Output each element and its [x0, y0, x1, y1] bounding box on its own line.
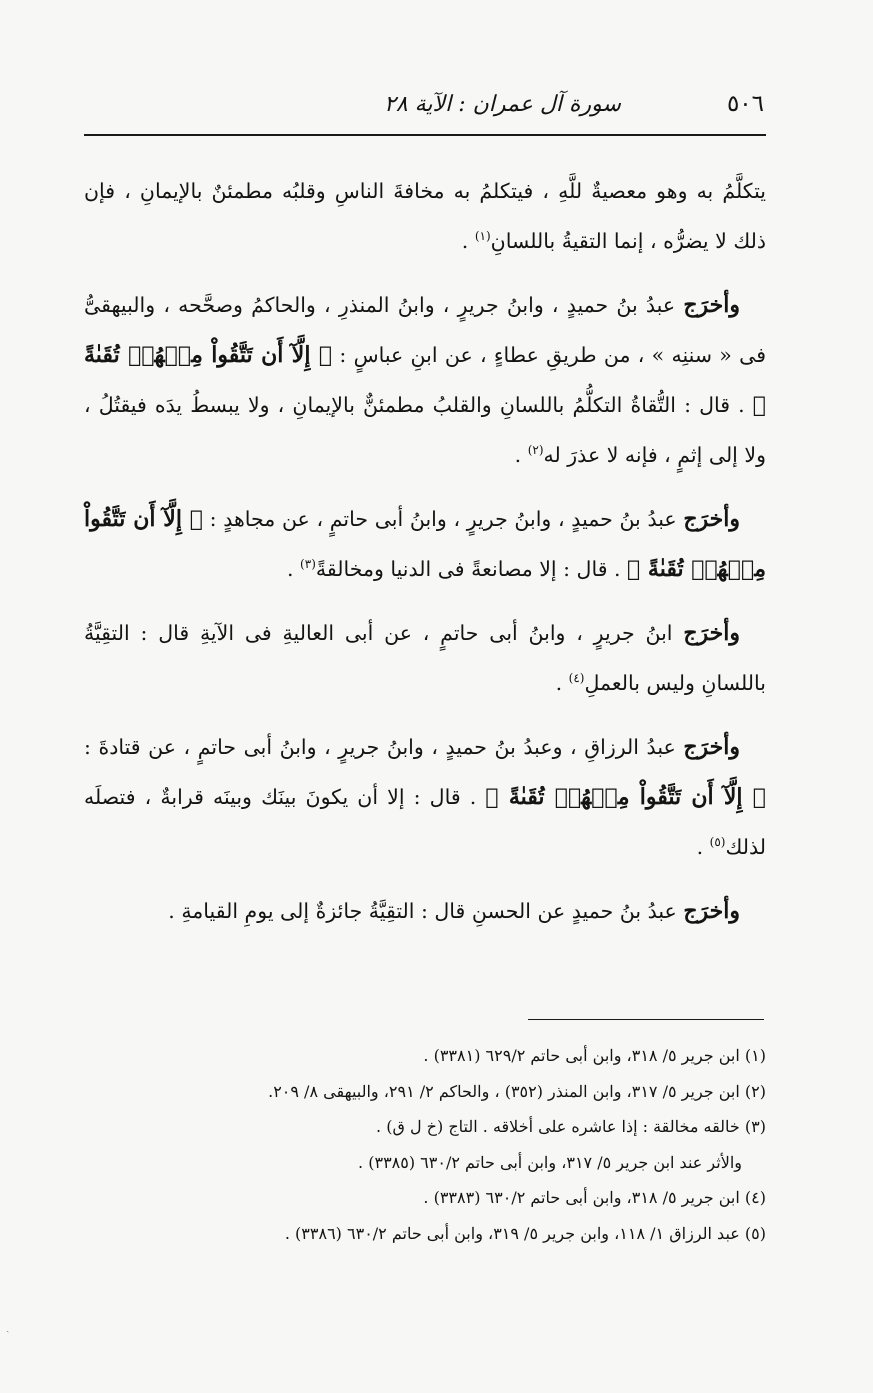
footnote: (٢) ابن جرير ٥/ ٣١٧، وابن المنذر (٣٥٢) ، والحاكم ٢/ ٢٩١، والبيهقى ٨/ ٢٠٩.: [268, 1081, 766, 1101]
header-rule: [84, 134, 766, 136]
paragraph-text: .: [555, 671, 569, 695]
page-number: ٥٠٦: [726, 91, 764, 117]
quran-quote: ﴿ إِلَّآ أَن تَتَّقُواْ مِنۡهُمۡ تُقَىٰةً ﴾: [84, 342, 766, 418]
scan-mark: ˏ: [6, 1322, 10, 1333]
footnote-ref: (٢): [527, 443, 544, 458]
footnote-separator: [528, 1019, 764, 1020]
footnote-ref: (٥): [709, 835, 726, 850]
footnote-ref: (١): [474, 229, 491, 244]
paragraph-text: .: [287, 557, 301, 581]
paragraph: [84, 166, 766, 266]
paragraph-text: . قال : التُّقاةُ التكلُّمُ باللسانِ والقلبُ مطمئنٌّ بالإيمانِ ، ولا يبسطُ يدَه فيقتُلُ ، ولا إلى إثمٍ ، فإنه لا عذرَ له: [84, 393, 766, 467]
paragraph: [84, 494, 766, 594]
paragraph-text: .: [696, 835, 710, 859]
quran-quote: ﴿ إِلَّآ أَن تَتَّقُواْ مِنۡهُمۡ تُقَىٰةً ﴾: [485, 784, 766, 810]
paragraph-text: . قال : إلا أن يكونَ بينَك وبينَه قرابةٌ ، فتصلَه لذلك: [84, 785, 766, 859]
paragraph-text: عبدُ بنُ حميدٍ ، وابنُ جريرٍ ، وابنُ أبى حاتمٍ ، عن مجاهدٍ :: [202, 507, 684, 531]
paragraph-text: .: [461, 229, 475, 253]
paragraph: [84, 886, 766, 936]
footnote-ref: (٣): [300, 557, 316, 572]
page-header: [84, 82, 764, 126]
paragraph-text: يتكلَّمُ به وهو معصيةٌ للَّهِ ، فيتكلمُ به مخافةَ الناسِ وقلبُه مطمئنٌ بالإيمانِ ، فإن ذلك لا يضرُّه ، إنما التقيةُ باللسانِ: [84, 179, 766, 253]
footnote-ref: (٤): [568, 671, 585, 686]
footnote: (٤) ابن جرير ٥/ ٣١٨، وابن أبى حاتم ٦٣٠/٢ (٣٣٨٣) .: [423, 1188, 766, 1207]
quran-quote: ﴿ إِلَّآ أَن تَتَّقُواْ مِنۡهُمۡ تُقَىٰةً ﴾: [84, 506, 766, 582]
lead-word: وأخرَج: [683, 506, 740, 532]
footnote: (٥) عبد الرزاق ١/ ١١٨، وابن جرير ٥/ ٣١٩، وابن أبى حاتم ٦٣٠/٢ (٣٣٨٦) .: [284, 1223, 766, 1243]
lead-word: وأخرَج: [683, 898, 740, 924]
paragraph-text: عبدُ بنُ حميدٍ ، وابنُ جريرٍ ، وابنُ المنذرِ ، والحاكمُ وصحَّحه ، والبيهقىُّ فى « سننِه » ، من طريقِ عطاءٍ ، عن ابنِ عباسٍ :: [84, 293, 767, 367]
footnote-continuation: والأثر عند ابن جرير ٥/ ٣١٧، وابن أبى حاتم ٦٣٠/٢ (٣٣٨٥) .: [358, 1152, 742, 1172]
footnote: (١) ابن جرير ٥/ ٣١٨، وابن أبى حاتم ٦٢٩/٢ (٣٣٨١) .: [423, 1046, 766, 1065]
running-title: سورة آل عمران : الآية ٢٨: [384, 91, 621, 117]
paragraph-text: عبدُ بنُ حميدٍ عن الحسنِ قال : التقِيَّةُ جائزةٌ إلى يومِ القيامةِ .: [168, 899, 684, 923]
paragraph: [84, 280, 766, 480]
lead-word: وأخرَج: [683, 734, 740, 760]
lead-word: وأخرَج: [683, 292, 740, 318]
lead-word: وأخرَج: [683, 620, 740, 646]
main-text: [84, 166, 766, 950]
footnotes: [84, 1038, 766, 1251]
paragraph-text: . قال : إلا مصانعةً فى الدنيا ومخالقةً: [315, 557, 628, 581]
footnote: (٣) خالقه مخالقة : إذا عاشره على أخلاقه . التاج (خ ل ق) .: [376, 1117, 766, 1136]
paragraph: [84, 608, 766, 708]
paragraph: [84, 722, 766, 872]
paragraph-text: عبدُ الرزاقِ ، وعبدُ بنُ حميدٍ ، وابنُ جريرٍ ، وابنُ أبى حاتمٍ ، عن قتادةَ :: [84, 735, 684, 759]
paragraph-text: ابنُ جريرٍ ، وابنُ أبى حاتمٍ ، عن أبى العاليةِ فى الآيةِ قال : التقِيَّةُ باللسانِ وليس بالعملِ: [84, 621, 766, 695]
paragraph-text: .: [514, 443, 528, 467]
